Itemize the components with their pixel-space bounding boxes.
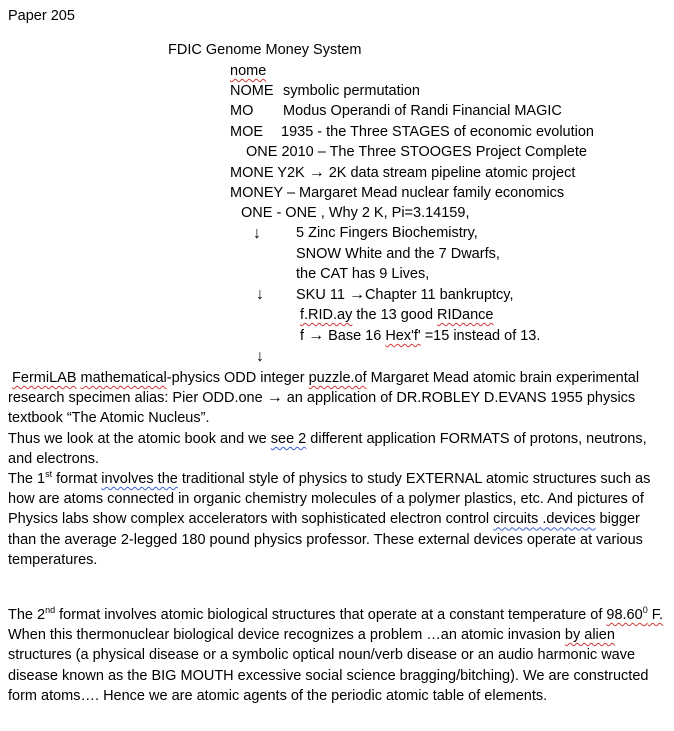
text-span: -physics ODD integer	[166, 370, 309, 386]
outline-line-sku	[296, 286, 514, 304]
outline-line-money: MONEY – Margaret Mead nuclear family economics	[230, 185, 565, 201]
outline-key: NOME	[230, 83, 274, 99]
outline-text: Base 16	[324, 328, 386, 344]
outline-value: Modus Operandi of Randi Financial MAGIC	[283, 103, 562, 119]
down-arrow-icon: ↓	[256, 286, 264, 303]
outline-text: Hex'f'	[385, 328, 421, 344]
right-arrow-icon: →	[308, 327, 325, 344]
outline-text: the 13 good	[352, 307, 438, 323]
text-span: 98.60	[606, 607, 643, 623]
paragraph-second-format	[8, 605, 670, 706]
text-span: different application FORMATS of protons, neutrons, and electrons.	[8, 431, 647, 468]
outline-text: f.RID.ay	[300, 307, 353, 323]
outline-text: f	[300, 328, 309, 344]
text-span: see 2	[270, 431, 307, 447]
right-arrow-icon: →	[348, 286, 365, 303]
outline-line-cat: the CAT has 9 Lives,	[296, 266, 430, 282]
outline-line-zinc: 5 Zinc Fingers Biochemistry,	[296, 225, 478, 241]
outline-line-base16	[300, 327, 540, 345]
text-span: puzzle.of	[308, 370, 367, 386]
outline-line-mone	[230, 164, 575, 182]
text-span: The 2	[8, 607, 46, 623]
superscript: st	[45, 469, 53, 480]
text-span: Thus we look at the atomic book and we	[8, 431, 271, 447]
outline-line-one-why: ONE - ONE , Why 2 K, Pi=3.14159,	[241, 205, 470, 221]
paragraph-atomic-book	[8, 429, 670, 469]
outline-text: =15 instead of 13.	[420, 328, 541, 344]
outline-text: SKU 11	[296, 287, 349, 303]
outline-text: RIDance	[437, 307, 494, 323]
text-span: circuits .devices	[493, 511, 596, 528]
paragraph-fermilab	[8, 368, 670, 429]
superscript: 0	[642, 605, 648, 616]
outline-text: 2K data stream pipeline atomic project	[324, 165, 576, 181]
text-span: mathematical	[80, 370, 167, 386]
text-span: structures (a physical disease or a symbolic optical noun/verb disease or an audio harmonic wave disease known as the BIG MOUTH excessive social science bragging/bitching). We are constructed form atoms…. Hence we are atomic agents of the periodic atomic table of elements.	[8, 647, 649, 704]
text-span: format involves atomic biological structures that operate at a constant temperature of	[55, 607, 607, 623]
text-span: traditional style of physics to study EXTERNAL atomic structures such as how are atoms connected in organic chemistry molecules of a polymer plastics, etc. And pictures of Physics labs show complex accelerators with sophisticated electron control	[8, 471, 651, 528]
text-span: Margaret Mead atomic brain experimental research specimen alias: Pier ODD.one	[8, 370, 640, 407]
text-span: When this thermonuclear biological device recognizes a problem …an atomic invasion	[8, 627, 565, 644]
text-span: F.	[647, 607, 664, 623]
outline-value: 1935 - the Three STAGES of economic evolution	[281, 124, 594, 140]
outline-key: MOE	[230, 124, 264, 140]
outline-line-mo	[230, 103, 562, 120]
text-span: by alien	[564, 627, 615, 644]
text-span: bigger than the average 2-legged 180 pound physics professor. These external devices operate at various temperatures.	[8, 511, 643, 568]
text-span: an application of DR.ROBLEY D.EVANS 1955 physics textbook “The Atomic Nucleus”.	[8, 390, 636, 427]
down-arrow-icon: ↓	[253, 225, 261, 242]
outline-line-one: ONE 2010 – The Three STOOGES Project Complete	[246, 144, 587, 160]
outline-heading: FDIC Genome Money System	[168, 42, 362, 58]
outline-text: MONE Y2K	[230, 165, 309, 181]
temperature-value	[606, 607, 663, 623]
outline-line-moe	[230, 124, 594, 141]
outline-value: symbolic permutation	[283, 83, 420, 99]
right-arrow-icon: →	[266, 389, 283, 407]
outline-line-nome: nome	[230, 63, 267, 79]
paragraph-first-format	[8, 469, 670, 570]
text-span: involves the	[101, 471, 178, 487]
text-span: format	[52, 471, 102, 487]
right-arrow-icon: →	[308, 164, 325, 181]
outline-line-nome-upper	[230, 83, 420, 100]
down-arrow-icon: ↓	[256, 348, 264, 365]
outline-line-snow: SNOW White and the 7 Dwarfs,	[296, 246, 500, 262]
text-span: FermiLAB	[12, 370, 77, 386]
paper-title: Paper 205	[8, 8, 75, 24]
superscript: nd	[45, 605, 56, 616]
outline-line-friday	[300, 307, 493, 324]
outline-text: Chapter 11 bankruptcy,	[364, 287, 514, 303]
outline-key: MO	[230, 103, 254, 119]
text-span: The 1	[8, 471, 46, 487]
